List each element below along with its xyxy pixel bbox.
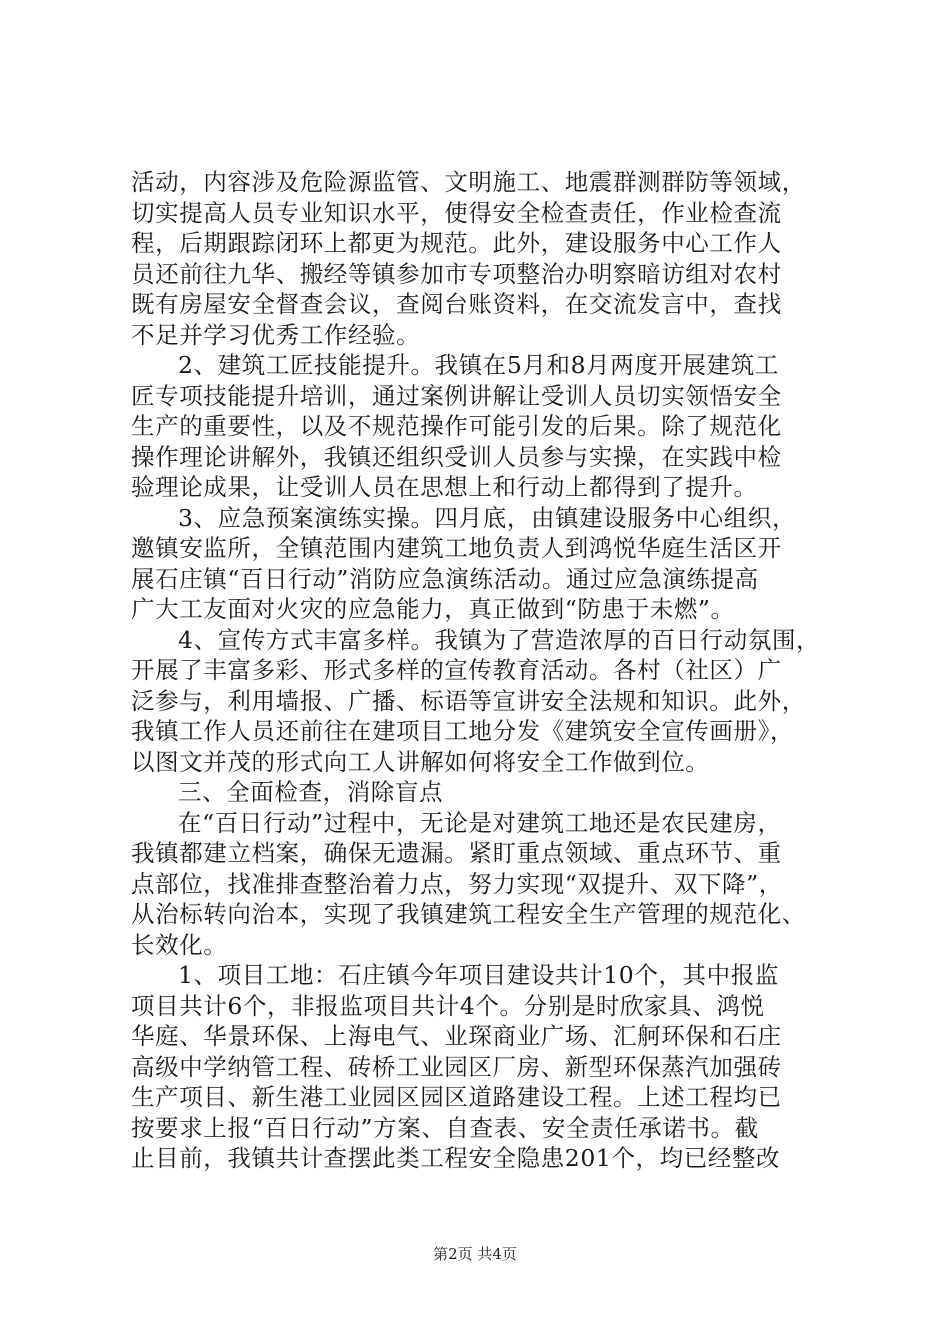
text-line: 操作理论讲解外，我镇还组织受训人员参与实操，在实践中检 <box>131 442 782 471</box>
text-line: 项目共计6个，非报监项目共计4个。分别是时欣家具、鸿悦 <box>131 991 765 1020</box>
text-line: 广大工友面对火灾的应急能力，真正做到“防患于未燃”。 <box>131 595 735 623</box>
text-line: 3、应急预案演练实操。四月底，由镇建设服务中心组织， <box>178 503 797 532</box>
text-line: 三、全面检查，消除盲点 <box>178 778 444 806</box>
page-footer: 第2页 共4页 <box>433 1245 517 1263</box>
text-line: 员还前往九华、搬经等镇参加市专项整治办明察暗访组对农村 <box>131 259 782 288</box>
text-line: 点部位，找准排查整治着力点，努力实现“双提升、双下降”， <box>131 869 783 898</box>
text-line: 不足并学习优秀工作经验。 <box>131 320 421 349</box>
text-line: 程，后期跟踪闭环上都更为规范。此外，建设服务中心工作人 <box>131 229 782 257</box>
text-line: 1、项目工地：石庄镇今年项目建设共计10个，其中报监 <box>178 961 779 989</box>
text-line: 展石庄镇“百日行动”消防应急演练活动。通过应急演练提高 <box>131 564 759 593</box>
text-line: 生产项目、新生港工业园区园区道路建设工程。上述工程均已 <box>131 1083 782 1111</box>
text-line: 验理论成果，让受训人员在思想上和行动上都得到了提升。 <box>131 473 758 501</box>
text-line: 开展了丰富多彩、形式多样的宣传教育活动。各村（社区）广 <box>131 656 782 684</box>
text-line: 泛参与，利用墙报、广播、标语等宣讲安全法规和知识。此外， <box>131 686 806 715</box>
text-line: 既有房屋安全督查会议，查阅台账资料，在交流发言中，查找 <box>131 290 782 318</box>
text-line: 高级中学纳管工程、砖桥工业园区厂房、新型环保蒸汽加强砖 <box>131 1052 782 1081</box>
text-line: 邀镇安监所，全镇范围内建筑工地负责人到鸿悦华庭生活区开 <box>131 534 782 562</box>
text-line: 2、建筑工匠技能提升。我镇在5月和8月两度开展建筑工 <box>178 351 779 379</box>
text-line: 按要求上报“百日行动”方案、自查表、安全责任承诺书。截 <box>131 1113 759 1142</box>
text-line: 华庭、华景环保、上海电气、业琛商业广场、汇舸环保和石庄 <box>131 1022 782 1050</box>
text-line: 我镇工作人员还前往在建项目工地分发《建筑安全宣传画册》， <box>131 717 795 745</box>
text-line: 我镇都建立档案，确保无遗漏。紧盯重点领域、重点环节、重 <box>131 839 782 867</box>
text-line: 长效化。 <box>131 930 228 959</box>
text-line: 切实提高人员专业知识水平，使得安全检查责任，作业检查流 <box>131 198 782 227</box>
text-line: 止目前，我镇共计查摆此类工程安全隐患201个，均已经整改 <box>131 1144 781 1172</box>
text-line: 4、宣传方式丰富多样。我镇为了营造浓厚的百日行动氛围， <box>178 625 821 654</box>
text-line: 从治标转向治本，实现了我镇建筑工程安全生产管理的规范化、 <box>131 900 806 928</box>
text-line: 在“百日行动”过程中，无论是对建筑工地还是农民建房， <box>178 808 782 837</box>
text-line: 以图文并茂的形式向工人讲解如何将安全工作做到位。 <box>131 747 710 776</box>
text-line: 生产的重要性，以及不规范操作可能引发的后果。除了规范化 <box>131 412 782 440</box>
text-line: 匠专项技能提升培训，通过案例讲解让受训人员切实领悟安全 <box>131 381 782 410</box>
text-line: 活动，内容涉及危险源监管、文明施工、地震群测群防等领域， <box>131 168 806 196</box>
document-body <box>131 167 831 1174</box>
